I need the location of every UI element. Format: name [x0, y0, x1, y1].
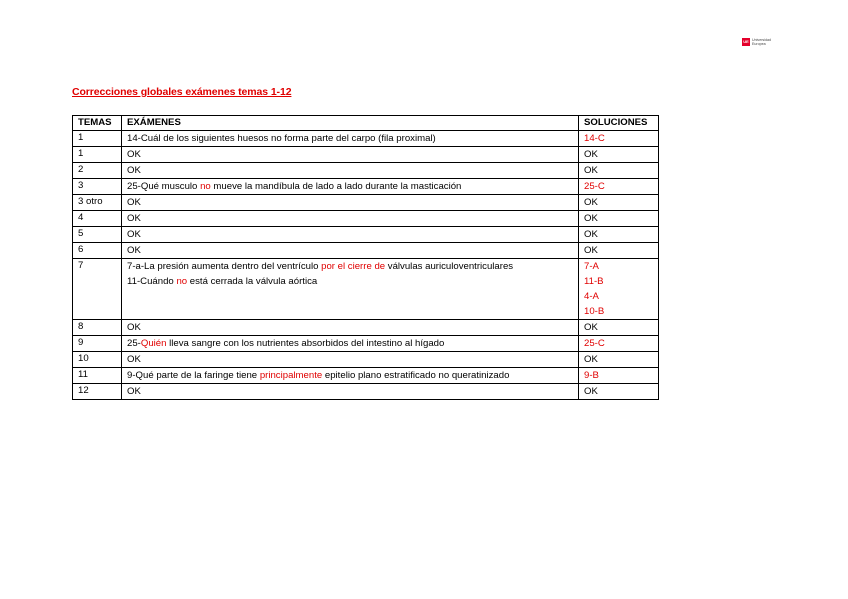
- examen-text: 7-a-La presión aumenta dentro del ventrículo: [127, 261, 322, 272]
- examen-text: válvulas auriculoventriculares: [385, 261, 514, 272]
- table-row: [73, 147, 659, 163]
- solution-text: OK: [584, 165, 598, 176]
- examen-text: OK: [127, 213, 141, 224]
- table-row: [73, 211, 659, 227]
- header-soluciones: SOLUCIONES: [579, 116, 659, 131]
- examen-line: [127, 179, 578, 194]
- solution-text: OK: [584, 229, 598, 240]
- examen-text: OK: [127, 149, 141, 160]
- solution-text: 14-C: [584, 133, 605, 144]
- solution-text: 4-A: [584, 291, 599, 302]
- examen-text: OK: [127, 197, 141, 208]
- examen-line: [127, 259, 578, 274]
- header-temas: TEMAS: [73, 116, 122, 131]
- solution-text: OK: [584, 322, 598, 333]
- cell-tema: 3 otro: [73, 195, 122, 211]
- table-row: [73, 227, 659, 243]
- highlight-text: no: [200, 181, 211, 192]
- table-row: [73, 163, 659, 179]
- cell-solucion: [579, 368, 659, 384]
- cell-solucion: [579, 243, 659, 259]
- solution-text: 9-B: [584, 370, 599, 381]
- cell-examen: [122, 195, 579, 211]
- cell-solucion: [579, 163, 659, 179]
- examen-text: OK: [127, 245, 141, 256]
- table-row: [73, 352, 659, 368]
- cell-examen: [122, 163, 579, 179]
- cell-solucion: [579, 179, 659, 195]
- cell-tema: 5: [73, 227, 122, 243]
- cell-examen: [122, 131, 579, 147]
- cell-tema: 9: [73, 336, 122, 352]
- table-body: [73, 131, 659, 400]
- examen-line: [127, 195, 578, 210]
- examen-text: 25-: [127, 338, 141, 349]
- examen-line: [127, 163, 578, 178]
- cell-tema: 8: [73, 320, 122, 336]
- solution-text: OK: [584, 386, 598, 397]
- cell-examen: [122, 243, 579, 259]
- cell-examen: [122, 368, 579, 384]
- examen-text: OK: [127, 354, 141, 365]
- cell-solucion: [579, 131, 659, 147]
- cell-tema: 6: [73, 243, 122, 259]
- examen-text: está cerrada la válvula aórtica: [187, 276, 318, 287]
- cell-examen: [122, 211, 579, 227]
- solution-text: 10-B: [584, 306, 605, 317]
- highlight-text: no: [176, 276, 188, 287]
- cell-tema: 1: [73, 131, 122, 147]
- examen-line: [127, 352, 578, 367]
- cell-solucion: [579, 259, 659, 320]
- highlight-text: principalmente: [259, 370, 323, 381]
- cell-tema: 4: [73, 211, 122, 227]
- examen-line: [127, 336, 578, 351]
- table-row: [73, 195, 659, 211]
- logo-line-2: Europea: [752, 42, 766, 46]
- cell-solucion: [579, 336, 659, 352]
- examen-line: [127, 211, 578, 226]
- cell-tema: 10: [73, 352, 122, 368]
- highlight-text: por el cierre de: [321, 261, 386, 272]
- examen-text: epitelio plano estratificado no queratinizado: [322, 370, 510, 381]
- cell-tema: 12: [73, 384, 122, 400]
- table-row: [73, 320, 659, 336]
- document-title: Correcciones globales exámenes temas 1-12: [72, 86, 292, 98]
- table-row: [73, 179, 659, 195]
- solution-text: 25-C: [584, 181, 605, 192]
- solution-text: OK: [584, 245, 598, 256]
- examen-line: [127, 384, 578, 399]
- cell-solucion: [579, 384, 659, 400]
- examen-text: OK: [127, 165, 141, 176]
- cell-examen: [122, 336, 579, 352]
- logo-mark: UE: [743, 39, 749, 44]
- examen-text: lleva sangre con los nutrientes absorbidos del intestino al hígado: [166, 338, 445, 349]
- logo-text: [752, 38, 771, 46]
- cell-solucion: [579, 195, 659, 211]
- cell-examen: [122, 179, 579, 195]
- examen-line: [127, 131, 578, 146]
- examen-text: 14-Cuál de los siguientes huesos no forma parte del carpo (fila proximal): [127, 133, 436, 144]
- cell-solucion: [579, 320, 659, 336]
- cell-examen: [122, 320, 579, 336]
- cell-tema: 7: [73, 259, 122, 320]
- examen-line: [127, 227, 578, 242]
- examen-text: 11-Cuándo: [127, 276, 177, 287]
- table-header-row: [73, 116, 659, 131]
- cell-examen: [122, 352, 579, 368]
- logo-line-1: Universidad: [752, 38, 771, 42]
- examen-text: OK: [127, 229, 141, 240]
- cell-examen: [122, 384, 579, 400]
- highlight-text: Quién: [140, 338, 167, 349]
- solution-text: 11-B: [584, 276, 604, 287]
- table-row: [73, 336, 659, 352]
- cell-solucion: [579, 352, 659, 368]
- examen-text: 25-Qué musculo: [127, 181, 201, 192]
- table-row: [73, 131, 659, 147]
- cell-tema: 11: [73, 368, 122, 384]
- solution-text: OK: [584, 354, 598, 365]
- cell-examen: [122, 259, 579, 320]
- corrections-table: [72, 115, 659, 400]
- examen-text: mueve la mandíbula de lado a lado durante la masticación: [210, 181, 462, 192]
- solution-text: 25-C: [584, 338, 605, 349]
- table-row: [73, 259, 659, 320]
- table-row: [73, 384, 659, 400]
- examen-line: [127, 147, 578, 162]
- cell-examen: [122, 227, 579, 243]
- examen-text: 9-Qué parte de la faringe tiene: [127, 370, 260, 381]
- cell-solucion: [579, 147, 659, 163]
- cell-tema: 2: [73, 163, 122, 179]
- examen-line: [127, 320, 578, 335]
- solution-text: OK: [584, 197, 598, 208]
- cell-solucion: [579, 211, 659, 227]
- university-logo: [742, 38, 771, 46]
- cell-tema: 1: [73, 147, 122, 163]
- cell-solucion: [579, 227, 659, 243]
- table-row: [73, 243, 659, 259]
- solution-text: OK: [584, 213, 598, 224]
- solution-text: OK: [584, 149, 598, 160]
- header-examenes: EXÁMENES: [122, 116, 579, 131]
- cell-examen: [122, 147, 579, 163]
- examen-text: OK: [127, 322, 141, 333]
- table-row: [73, 368, 659, 384]
- examen-line: [127, 274, 578, 289]
- examen-line: [127, 368, 578, 383]
- examen-line: [127, 243, 578, 258]
- examen-text: OK: [127, 386, 141, 397]
- cell-tema: 3: [73, 179, 122, 195]
- solution-text: 7-A: [584, 261, 599, 272]
